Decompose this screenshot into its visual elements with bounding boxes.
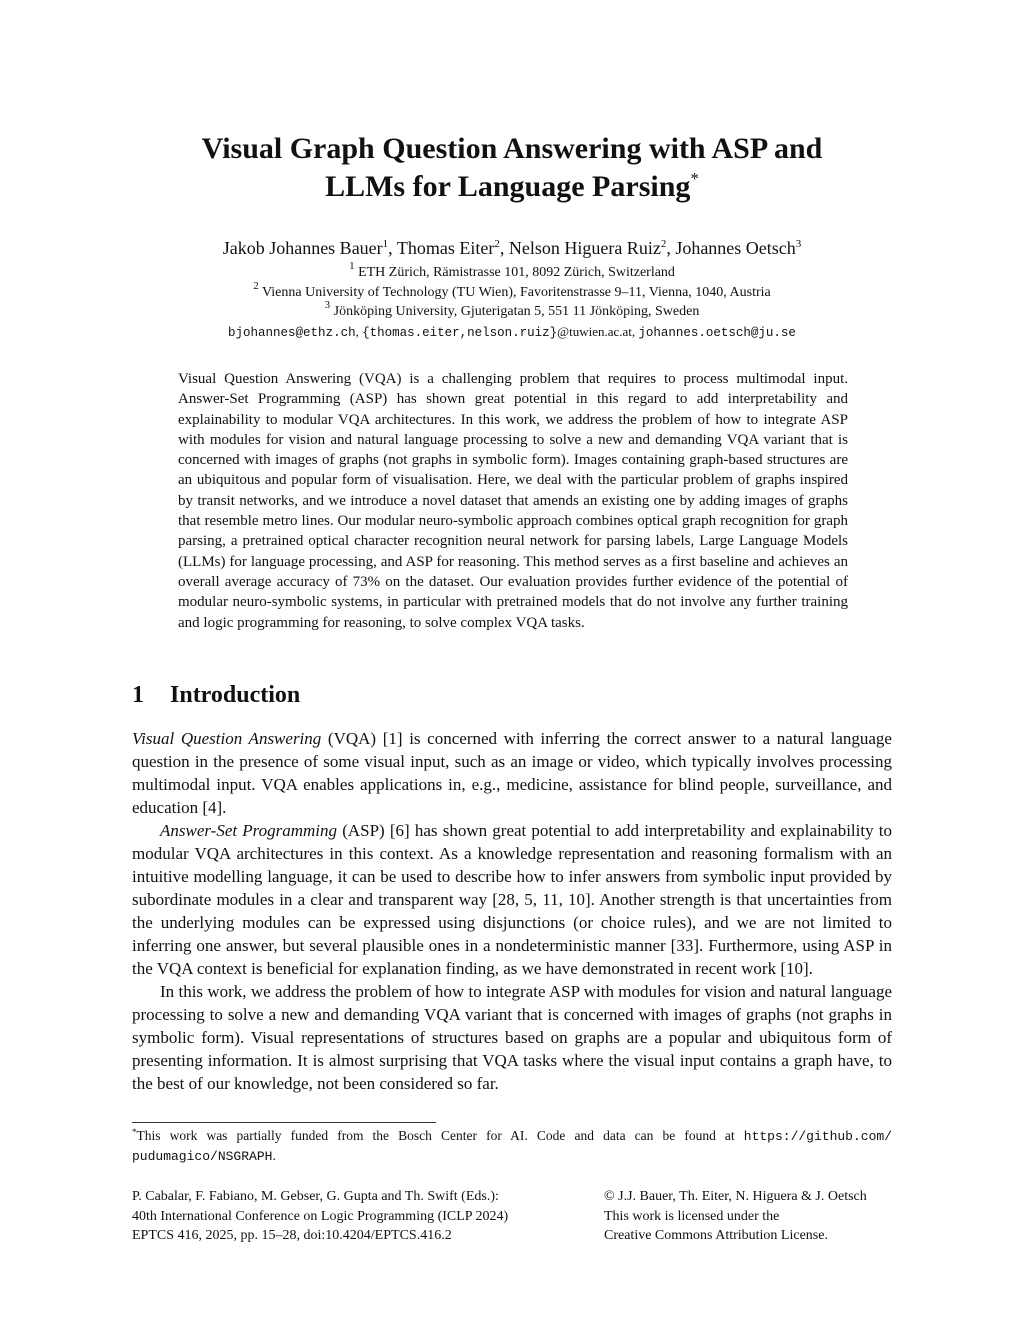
paragraph-1: Visual Question Answering (VQA) [1] is concerned with inferring the correct answer to a natural language question in the presence of some visual input, such as an image or video, which typically involves processing multimodal input. VQA enables applications in, e.g., medicine, assistance for blind people, surveillance, and education [4].: [132, 729, 892, 817]
paragraph-2: Answer-Set Programming (ASP) [6] has shown great potential to add interpretability and explainability to modular VQA architectures in this context. As a knowledge representation and reasoning formalism with an intuitive modelling language, it can be used to describe how to infer answers from symbolic input provided by subordinate modules in a clear and transparent way [28, 5, 11, 10]. Another strength is that uncertainties from the underlying modules can be expressed using disjunctions (or choice rules), and we are not limited to inferring one answer, but several plausible ones in a nondeterministic manner [33]. Furthermore, using ASP in the VQA context is beneficial for explanation finding, as we have demonstrated in recent work [10].: [132, 821, 892, 978]
author-2: Thomas Eiter$^2$,: [396, 238, 509, 258]
affiliation-1: $^1$ ETH Zürich, Rämistrasse 101, 8092 Zürich, Switzerland: [349, 260, 675, 280]
footnote: *This work was partially funded from the Bosch Center for AI. Code and data can be found at https://github.com/ pudumagico/NSGRAPH.: [132, 1127, 892, 1164]
section-title: Introduction: [170, 682, 301, 708]
paper-title: [132, 130, 892, 206]
introduction-body: [132, 727, 892, 1095]
author-emails: bjohannes@ethz.ch, {thomas.eiter,nelson.ruiz}@tuwien.ac.at, johannes.oetsch@ju.se: [228, 323, 796, 340]
author-list: [132, 236, 892, 260]
author-1: Jakob Johannes Bauer$^1$,: [222, 238, 397, 258]
title-line-2: LLMs for Language Parsing*: [325, 169, 699, 203]
affiliation-3: $^3$ Jönköping University, Gjuterigatan 5, 551 11 Jönköping, Sweden: [324, 299, 700, 319]
section-heading-introduction: [132, 680, 300, 710]
footnote-rule: [132, 1122, 436, 1123]
license-info: © J.J. Bauer, Th. Eiter, N. Higuera & J. Oetsch This work is licensed under the Creative Commons Attribution License.: [604, 1189, 867, 1243]
title-footnote-mark: *: [690, 169, 699, 188]
email-2[interactable]: {thomas.eiter,nelson.ruiz}: [362, 325, 558, 340]
affiliations: [132, 260, 892, 343]
proceedings-info: P. Cabalar, F. Fabiano, M. Gebser, G. Gupta and Th. Swift (Eds.): 40th International Conference on Logic Programming (ICLP 2024) EPTCS 416, 2025, pp. 15–28, doi:10.4204/EPTCS.416.2: [132, 1189, 509, 1243]
author-3: Nelson Higuera Ruiz$^2$,: [508, 238, 676, 258]
title-line-1: Visual Graph Question Answering with ASP and: [201, 132, 823, 165]
email-3[interactable]: johannes.oetsch@ju.se: [638, 325, 796, 340]
footnote-url[interactable]: https://github.com/ pudumagico/NSGRAPH: [132, 1129, 892, 1164]
affiliation-2: $^2$ Vienna University of Technology (TU Wien), Favoritenstrasse 9–11, Vienna, 1040, Austria: [253, 279, 771, 300]
abstract: Visual Question Answering (VQA) is a challenging problem that requires to process multimodal input. Answer-Set Programming (ASP) has shown great potential in this regard to add interpretability and explainability to modular VQA architectures. In this work, we address the problem of how to integrate ASP with modules for vision and natural language processing to solve a new and demanding VQA variant that is concerned with images of graphs (not graphs in symbolic form). Images containing graph-based structures are an ubiquitous and popular form of visualisation. Here, we deal with the particular problem of graphs inspired by transit networks, and we introduce a novel dataset that amends an existing one by adding images of graphs that resemble metro lines. Our modular neuro-symbolic approach combines optical graph recognition for graph parsing, a pretrained optical character recognition neural network for parsing labels, Large Language Models (LLMs) for language processing, and ASP for reasoning. This method serves as a first baseline and achieves an overall average accuracy of 73% on the dataset. Our evaluation provides further evidence of the potential of modular neuro-symbolic systems, in particular with pretrained models that do not involve any further training and logic programming for reasoning, to solve complex VQA tasks.: [178, 371, 848, 631]
email-1[interactable]: bjohannes@ethz.ch: [228, 325, 356, 340]
paragraph-3: In this work, we address the problem of how to integrate ASP with modules for vision and natural language processing to solve a new and demanding VQA variant that is concerned with images of graphs (not graphs in symbolic form). Visual representations of structures based on graphs are a popular and ubiquitous form of presenting information. It is almost surprising that VQA tasks where the visual input contains a graph have, to the best of our knowledge, not been considered so far.: [132, 982, 892, 1093]
author-4: Johannes Oetsch$^3$: [675, 238, 802, 258]
section-number: 1: [132, 682, 144, 708]
